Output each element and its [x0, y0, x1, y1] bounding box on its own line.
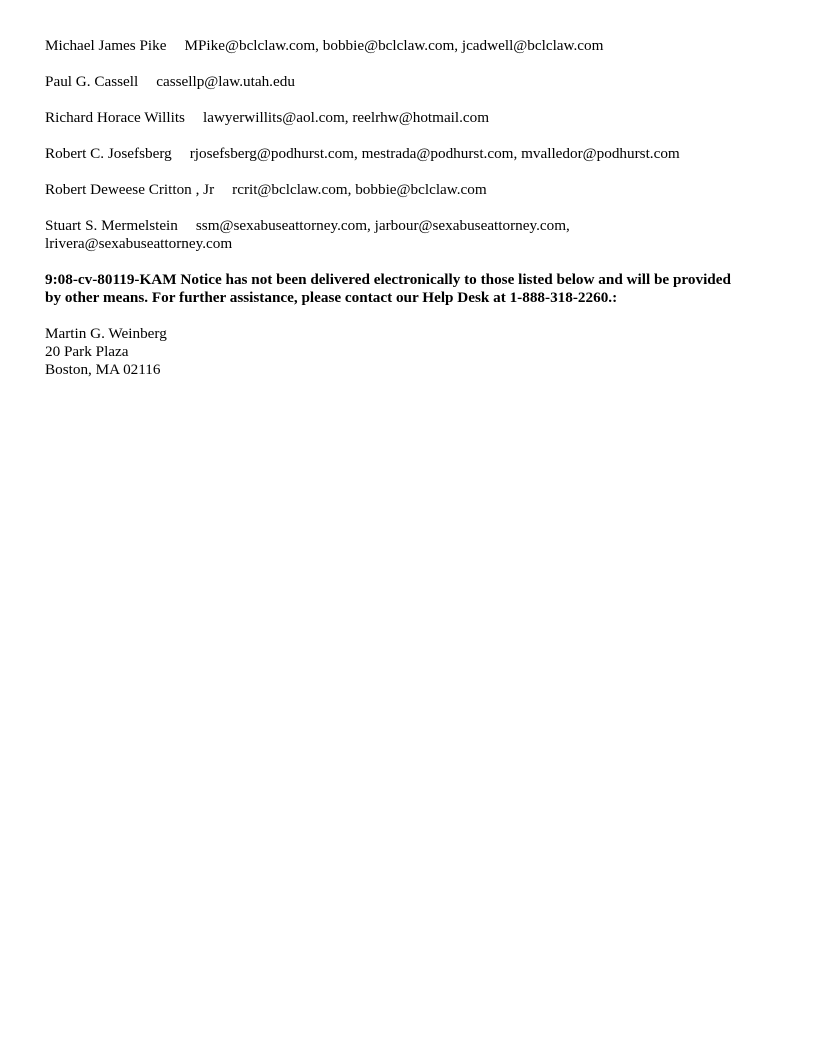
notice-page	[45, 37, 775, 379]
mail-recipient-name: Martin G. Weinberg	[45, 325, 167, 342]
notice-heading-line: 9:08-cv-80119-KAM Notice has not been delivered electronically to those listed below and will be provided	[45, 271, 731, 288]
recipient-name: Robert C. Josefsberg	[45, 145, 172, 162]
recipient-name: Michael James Pike	[45, 37, 167, 54]
recipient-entry	[45, 181, 775, 199]
recipient-emails: rcrit@bclclaw.com, bobbie@bclclaw.com	[232, 181, 487, 198]
recipient-emails: lawyerwillits@aol.com, reelrhw@hotmail.com	[202, 109, 490, 126]
recipient-emails: MPike@bclclaw.com, bobbie@bclclaw.com, jcadwell@bclclaw.com	[184, 37, 604, 54]
recipient-name: Paul G. Cassell	[45, 73, 139, 90]
recipient-entry	[45, 73, 775, 91]
mail-recipient-street: 20 Park Plaza	[45, 343, 129, 360]
recipient-entry	[45, 145, 775, 163]
recipient-emails: ssm@sexabuseattorney.com, jarbour@sexabuseattorney.com,	[195, 217, 570, 234]
recipient-entry	[45, 217, 775, 253]
recipient-entry	[45, 37, 775, 55]
recipient-name: Richard Horace Willits	[45, 109, 185, 126]
mail-recipient-city-state-zip: Boston, MA 02116	[45, 361, 161, 378]
recipient-emails: cassellp@law.utah.edu	[156, 73, 295, 90]
recipient-emails: rjosefsberg@podhurst.com, mestrada@podhurst.com, mvalledor@podhurst.com	[189, 145, 680, 162]
recipient-entry	[45, 109, 775, 127]
notice-heading-line: by other means. For further assistance, please contact our Help Desk at 1-888-318-2260.:	[45, 289, 618, 306]
recipient-name: Robert Deweese Critton , Jr	[45, 181, 215, 198]
recipient-name: Stuart S. Mermelstein	[45, 217, 178, 234]
recipient-emails-continued: lrivera@sexabuseattorney.com	[45, 235, 233, 252]
notice-heading	[45, 271, 775, 307]
mail-recipient-address	[45, 325, 775, 379]
